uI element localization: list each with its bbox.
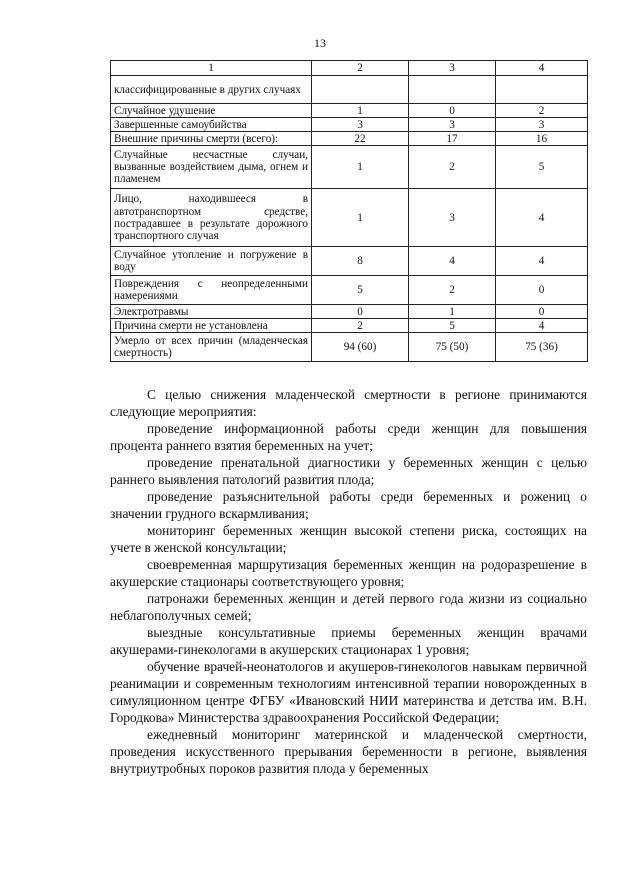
table-header-cell: 4 xyxy=(496,61,588,76)
value-cell: 0 xyxy=(312,305,409,319)
value-cell: 5 xyxy=(312,276,409,305)
table-row xyxy=(111,132,588,146)
value-cell: 3 xyxy=(496,118,588,132)
value-cell: 2 xyxy=(312,319,409,333)
value-cell: 22 xyxy=(312,132,409,146)
cause-cell: Умерло от всех причин (младенческая смертность) xyxy=(111,333,312,362)
table-row xyxy=(111,76,588,104)
cause-cell: Повреждения с неопределенными намерениями xyxy=(111,276,312,305)
table-row xyxy=(111,333,588,362)
measure-paragraph: обучение врачей-неонатологов и акушеров-гинекологов навыкам первичной реанимации и современным технологиям интенсивной терапии новорожденных в симуляционном центре ФГБУ «Ивановский НИИ материнства и детства им. В.Н. Городкова» Министерства здравоохранения Российской Федерации; xyxy=(110,659,587,725)
table-row xyxy=(111,118,588,132)
value-cell: 8 xyxy=(312,247,409,276)
value-cell: 2 xyxy=(409,146,496,189)
measure-paragraph: ежедневный мониторинг материнской и младенческой смертности, проведения искусственного прерывания беременности в регионе, выявления внутриутробных пороков развития плода у беременных xyxy=(110,727,587,776)
table-row xyxy=(111,189,588,247)
cause-cell: Внешние причины смерти (всего): xyxy=(111,132,312,146)
value-cell: 1 xyxy=(312,189,409,247)
cause-cell: Лицо, находившееся в автотранспортном средстве, пострадавшее в результате дорожного транспортного случая xyxy=(111,189,312,247)
value-cell: 5 xyxy=(496,146,588,189)
value-cell: 0 xyxy=(496,276,588,305)
measure-paragraph: своевременная маршрутизация беременных женщин на родоразрешение в акушерские стационары соответствующего уровня; xyxy=(110,557,587,589)
table-row xyxy=(111,319,588,333)
measure-paragraph: проведение информационной работы среди женщин для повышения процента раннего взятия беременных на учет; xyxy=(110,421,587,453)
table-row xyxy=(111,276,588,305)
table-row xyxy=(111,104,588,118)
table-row xyxy=(111,305,588,319)
value-cell: 3 xyxy=(312,118,409,132)
measure-paragraph: мониторинг беременных женщин высокой степени риска, состоящих на учете в женской консультации; xyxy=(110,523,587,555)
value-cell: 3 xyxy=(409,189,496,247)
table-header-row xyxy=(111,61,588,76)
value-cell: 0 xyxy=(409,104,496,118)
value-cell: 94 (60) xyxy=(312,333,409,362)
table-header-cell: 1 xyxy=(111,61,312,76)
value-cell xyxy=(496,76,588,104)
value-cell: 0 xyxy=(496,305,588,319)
value-cell: 75 (50) xyxy=(409,333,496,362)
cause-cell: Электротравмы xyxy=(111,305,312,319)
measure-paragraph: патронажи беременных женщин и детей первого года жизни из социально неблагополучных семей; xyxy=(110,591,587,623)
cause-cell: Случайное удушение xyxy=(111,104,312,118)
page-number: 13 xyxy=(314,36,326,50)
cause-cell: Случайные несчастные случаи, вызванные воздействием дыма, огнем и пламенем xyxy=(111,146,312,189)
value-cell: 75 (36) xyxy=(496,333,588,362)
cause-cell: классифицированные в других случаях xyxy=(111,76,312,104)
value-cell: 2 xyxy=(409,276,496,305)
mortality-table xyxy=(110,60,588,362)
table-header-cell: 3 xyxy=(409,61,496,76)
intro-paragraph: С целью снижения младенческой смертности в регионе принимаются следующие мероприятия: xyxy=(110,387,587,419)
value-cell: 17 xyxy=(409,132,496,146)
value-cell: 16 xyxy=(496,132,588,146)
value-cell: 1 xyxy=(312,146,409,189)
value-cell: 1 xyxy=(312,104,409,118)
value-cell: 2 xyxy=(496,104,588,118)
value-cell: 4 xyxy=(496,247,588,276)
table-row xyxy=(111,146,588,189)
cause-cell: Случайное утопление и погружение в воду xyxy=(111,247,312,276)
value-cell xyxy=(409,76,496,104)
value-cell: 4 xyxy=(496,319,588,333)
value-cell xyxy=(312,76,409,104)
value-cell: 4 xyxy=(409,247,496,276)
cause-cell: Завершенные самоубийства xyxy=(111,118,312,132)
value-cell: 5 xyxy=(409,319,496,333)
measure-paragraph: проведение пренатальной диагностики у беременных женщин с целью раннего выявления патологий развития плода; xyxy=(110,455,587,487)
cause-cell: Причина смерти не установлена xyxy=(111,319,312,333)
body-text xyxy=(110,386,587,777)
value-cell: 4 xyxy=(496,189,588,247)
value-cell: 3 xyxy=(409,118,496,132)
measure-paragraph: проведение разъяснительной работы среди беременных и рожениц о значении грудного вскармливания; xyxy=(110,489,587,521)
measure-paragraph: выездные консультативные приемы беременных женщин врачами акушерами-гинекологами в акушерских стационарах 1 уровня; xyxy=(110,625,587,657)
value-cell: 1 xyxy=(409,305,496,319)
table-header-cell: 2 xyxy=(312,61,409,76)
table-row xyxy=(111,247,588,276)
